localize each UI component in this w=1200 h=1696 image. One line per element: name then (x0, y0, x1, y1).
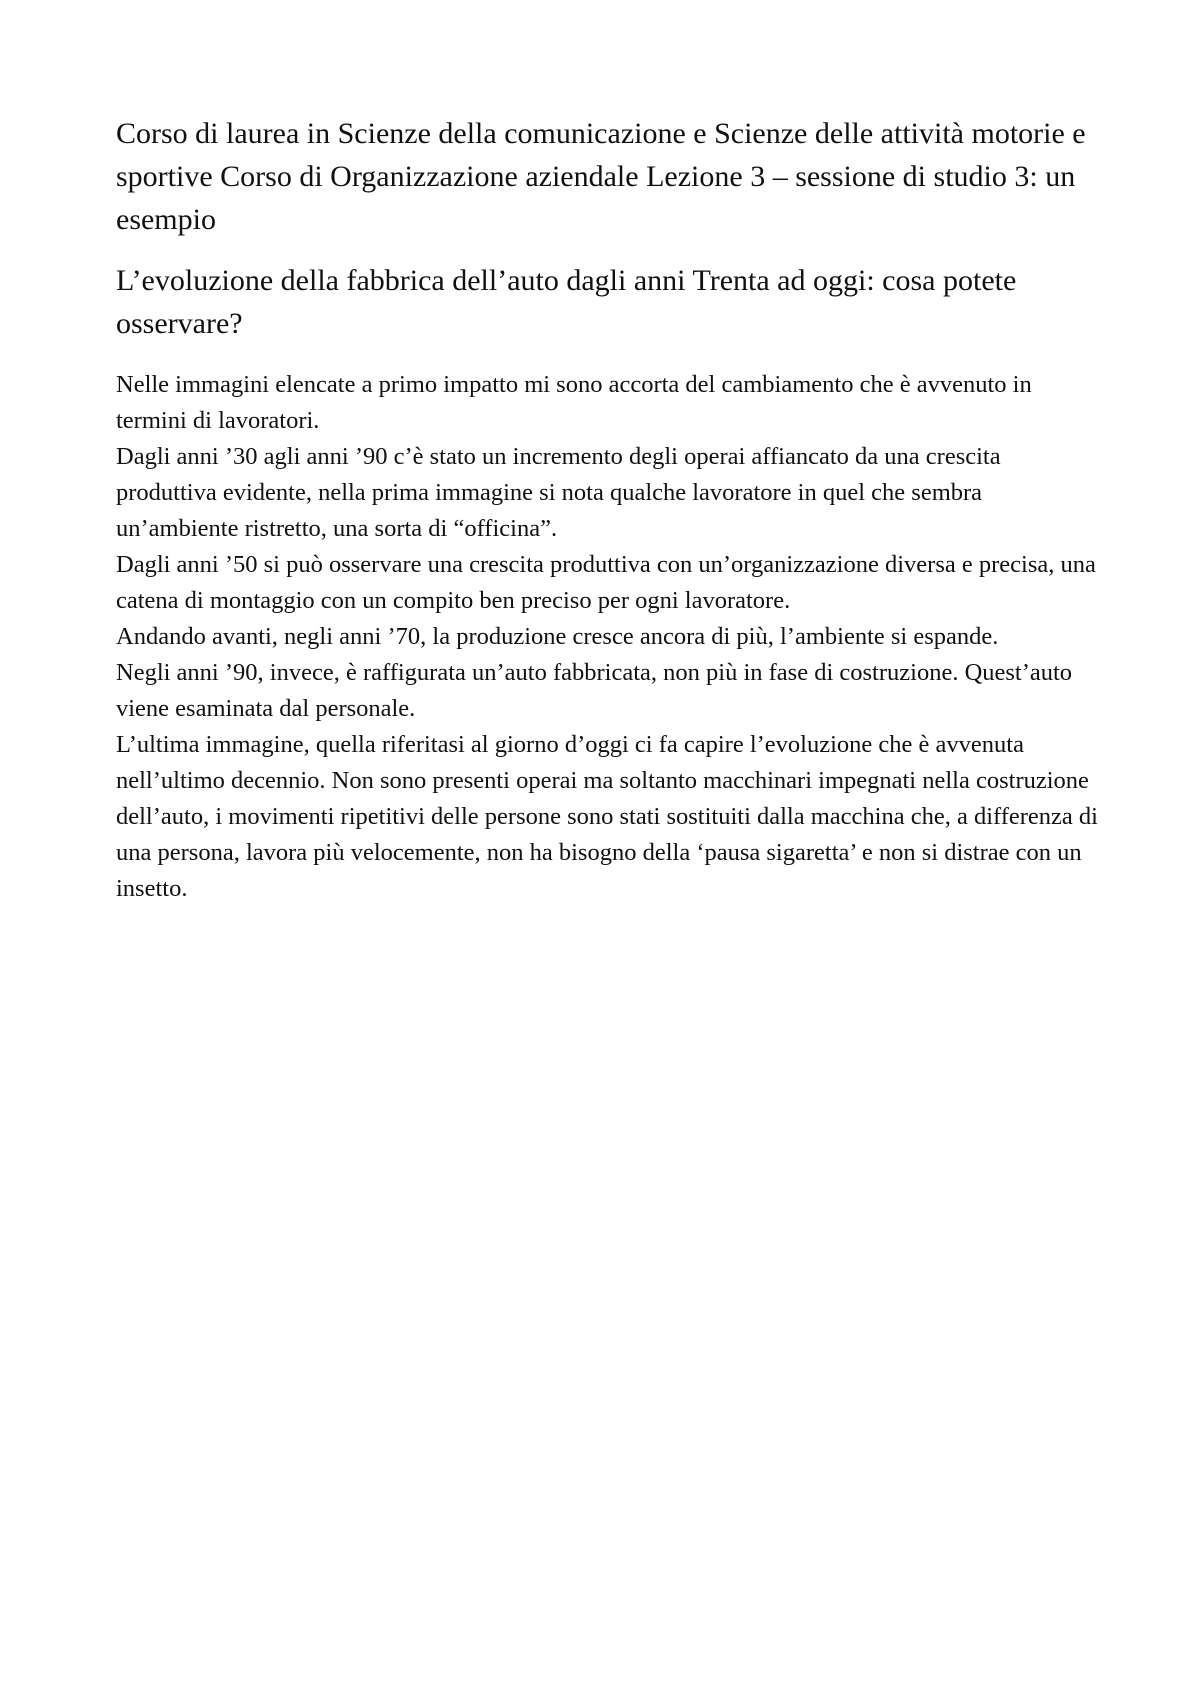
paragraph: Dagli anni ’50 si può osservare una crescita produttiva con un’organizzazione diversa e precisa, una catena di montaggio con un compito ben preciso per ogni lavoratore. (116, 551, 1096, 614)
paragraph: Negli anni ’90, invece, è raffigurata un’auto fabbricata, non più in fase di costruzione. Quest’auto viene esaminata dal personale. (116, 659, 1073, 722)
document-body (116, 367, 1106, 907)
paragraph: L’ultima immagine, quella riferitasi al giorno d’oggi ci fa capire l’evoluzione che è avvenuta nell’ultimo decennio. Non sono presenti operai ma soltanto macchinari impegnati nella costruzione dell’auto, i movimenti ripetitivi delle persone sono stati sostituiti dalla macchina che, a differenza di una persona, lavora più velocemente, non ha bisogno della ‘pausa sigaretta’ e non si distrae con un insetto. (116, 731, 1098, 902)
paragraph: Nelle immagini elencate a primo impatto mi sono accorta del cambiamento che è avvenuto in termini di lavoratori. (116, 371, 1032, 434)
paragraph: Dagli anni ’30 agli anni ’90 c’è stato un incremento degli operai affiancato da una crescita produttiva evidente, nella prima immagine si nota qualche lavoratore in quel che sembra un’ambiente ristretto, una sorta di “officina”. (116, 443, 1001, 542)
document-title: Corso di laurea in Scienze della comunicazione e Scienze delle attività motorie e sportive Corso di Organizzazione aziendale Lezione 3 – sessione di studio 3: un esempio (116, 117, 1086, 236)
document-question: L’evoluzione della fabbrica dell’auto dagli anni Trenta ad oggi: cosa potete osservare? (116, 264, 1017, 340)
paragraph: Andando avanti, negli anni ’70, la produzione cresce ancora di più, l’ambiente si espande. (116, 623, 999, 650)
document-content (116, 112, 1106, 907)
